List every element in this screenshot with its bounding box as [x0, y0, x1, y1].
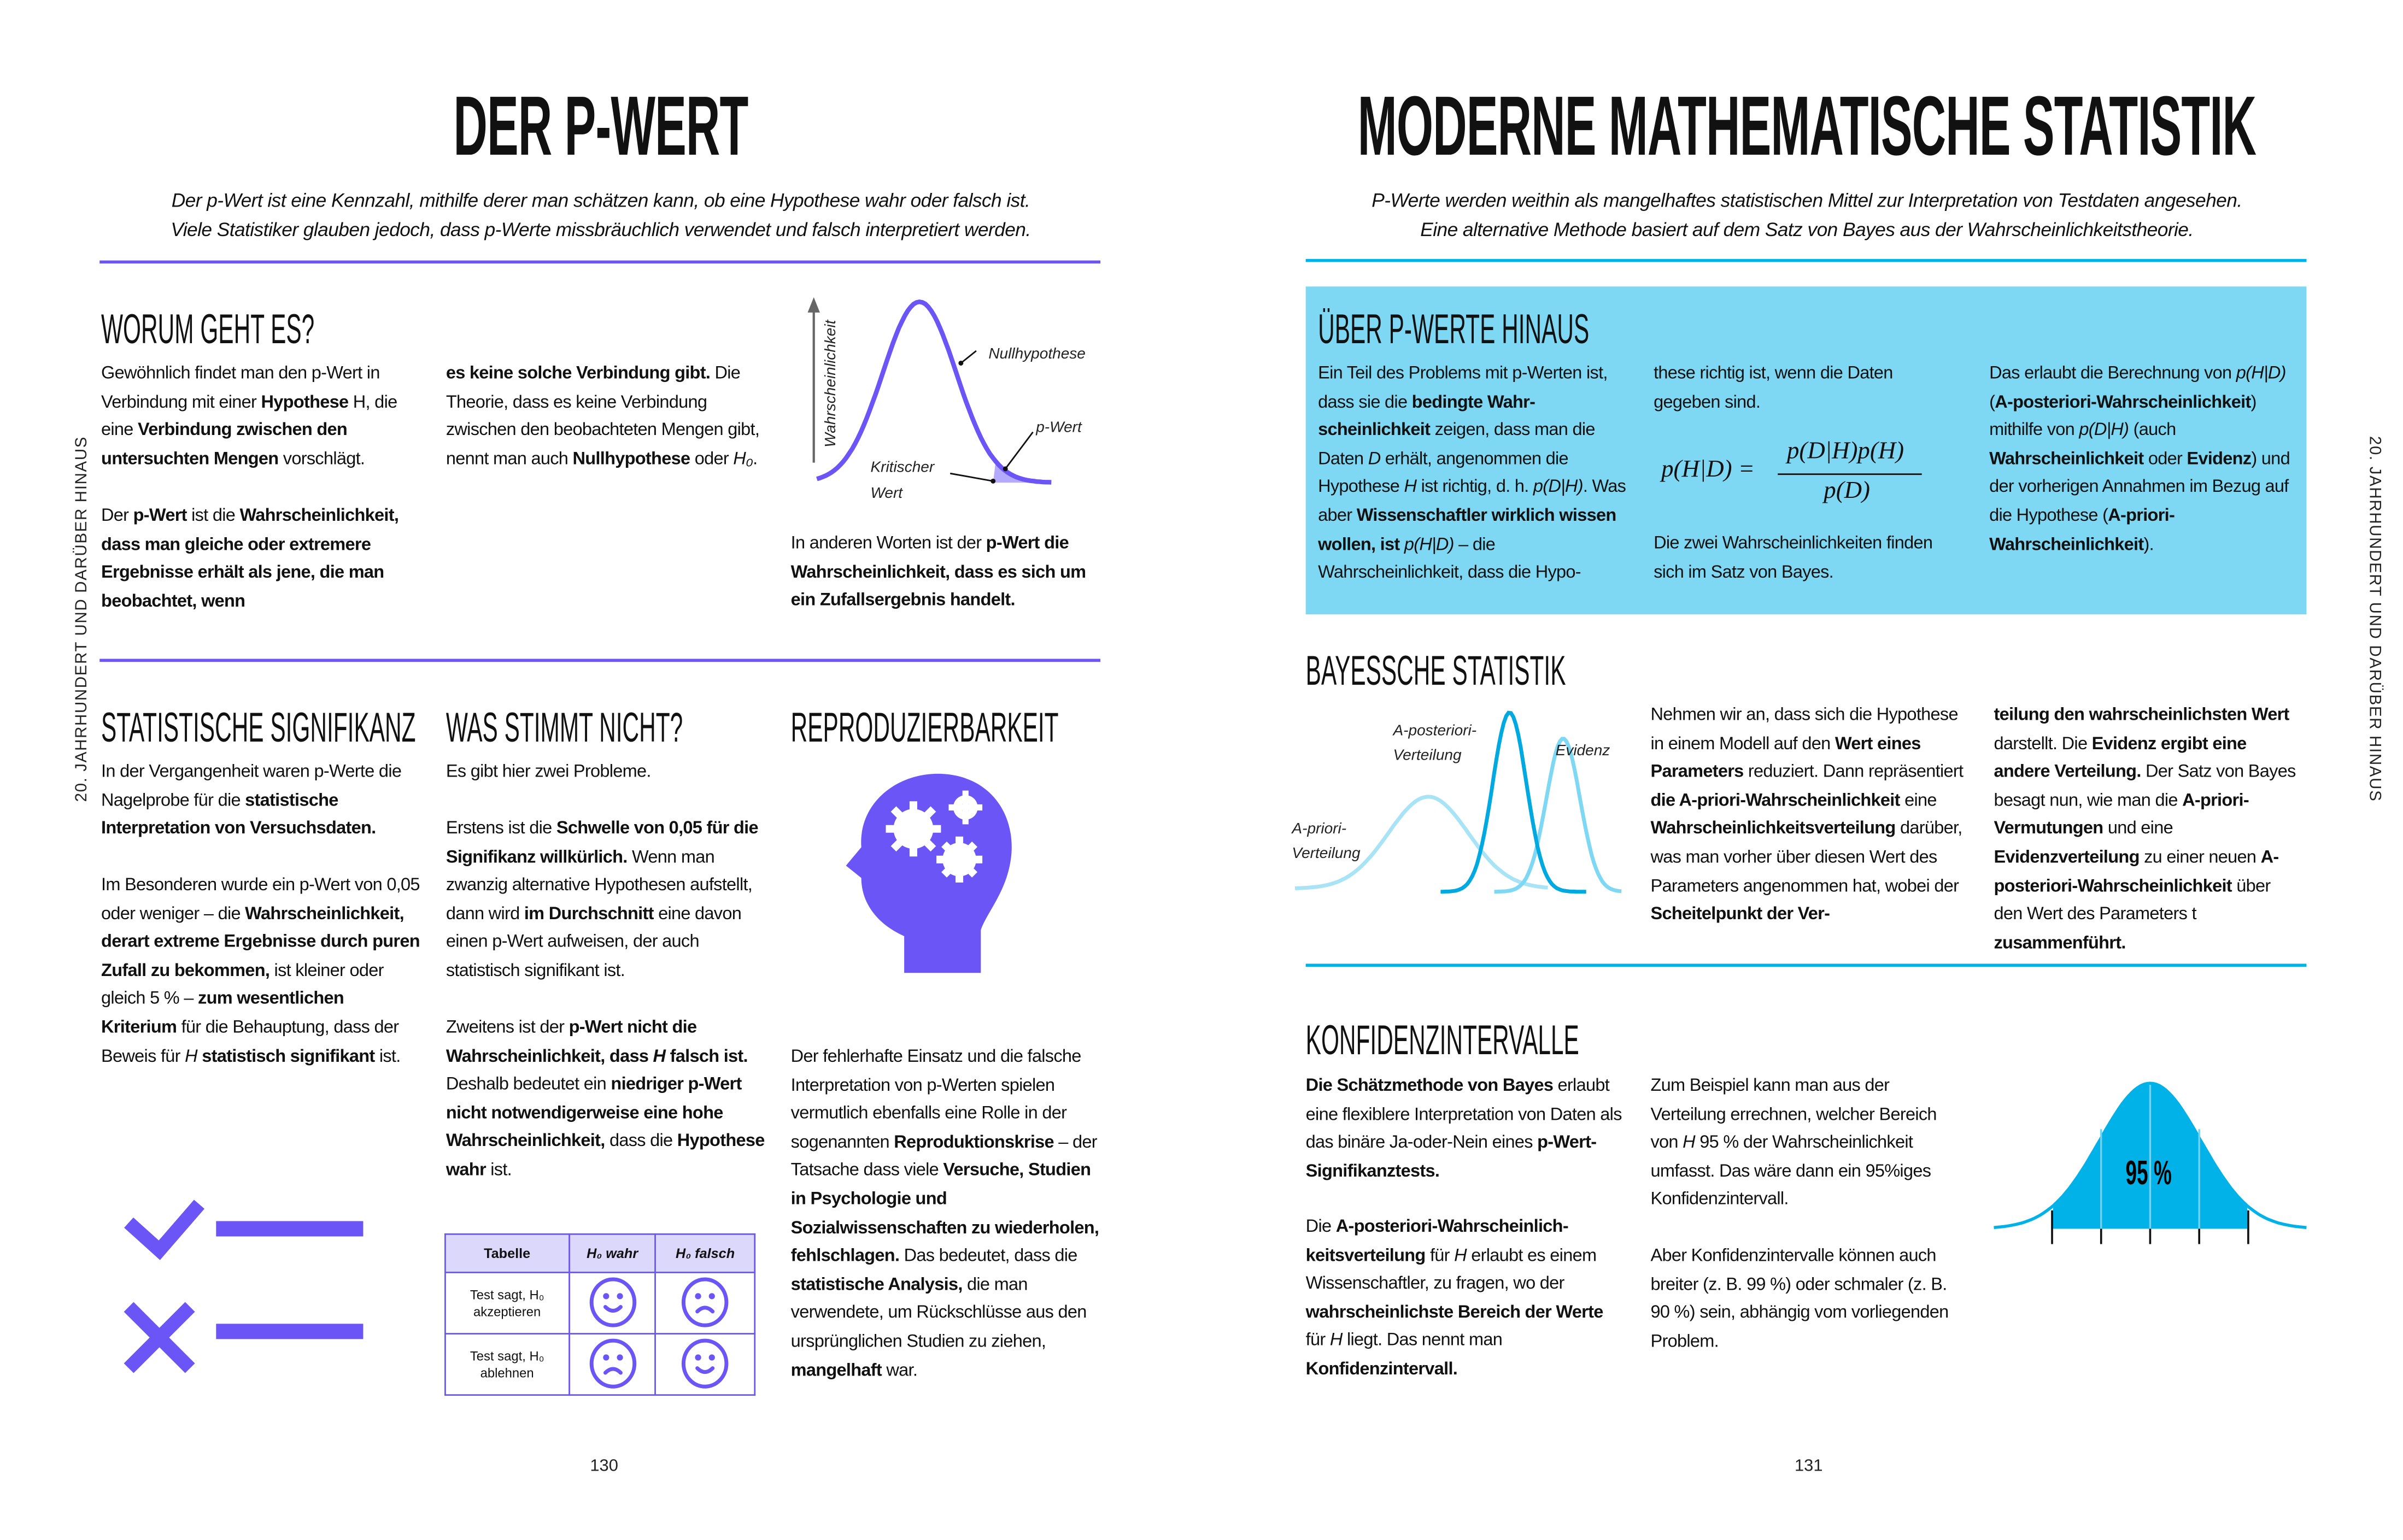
heading-signifikanz: STATISTISCHE SIGNIFIKANZ [101, 704, 416, 751]
text-segment: zu einer neuen [2139, 847, 2261, 867]
text-segment: ist kleiner oder gleich 5 % – [101, 960, 384, 1009]
text-segment: H [185, 1045, 197, 1066]
table-header-row [445, 1234, 754, 1272]
prior-label: Verteilung [1292, 844, 1361, 862]
text-segment: für [1305, 1330, 1330, 1351]
text-segment: p-Wert [133, 506, 187, 526]
subtitle-left-1: Der p-Wert ist eine Kennzahl, mithilfe derer man schätzen kann, ob eine Hypothese wahr oder falsch ist. [171, 190, 1030, 211]
text-segment: zusammenführt. [1994, 932, 2126, 953]
text-segment: – der Tatsache dass viele [790, 1132, 1097, 1180]
text-segment: (auch [2129, 420, 2176, 440]
null-hypothesis-label: Nullhypothese [988, 345, 1086, 362]
text-segment: H [1454, 1245, 1467, 1265]
text-segment: Wert eines Parameters [1650, 733, 1921, 782]
table-row [445, 1334, 754, 1395]
text-segment: H [653, 1045, 666, 1066]
happy-face-icon [569, 1272, 655, 1333]
table-header: H₀ wahr [569, 1234, 655, 1272]
hypothesis-test-table [444, 1233, 755, 1396]
row-label-line: akzeptieren [473, 1303, 541, 1319]
paragraph [1654, 530, 1960, 587]
text-segment: vorschlägt. [278, 448, 365, 469]
text-segment: statistische Analysis, [790, 1274, 963, 1295]
text-segment: reduziert. Dann repräsentiert [1743, 761, 1964, 782]
row-label-line: ablehnen [480, 1364, 534, 1380]
text-segment: für [1425, 1245, 1455, 1265]
text-segment: falsch ist. [665, 1045, 748, 1066]
interval-label: 95 % [2125, 1154, 2172, 1192]
arrow-head-icon [807, 297, 819, 313]
paragraph [101, 759, 420, 844]
text-segment: darüber, was man vorher über diesen Wert des Parameters angenommen hat, wobei der [1650, 819, 1962, 896]
text-segment: Hypothese wahr [446, 1131, 765, 1180]
heading-worum: WORUM GEHT ES? [101, 306, 315, 352]
text-segment: . [753, 448, 758, 469]
heading-ueber: ÜBER P-WERTE HINAUS [1318, 306, 1590, 352]
text-segment: In anderen Worten ist der [790, 533, 986, 554]
side-running-head-right: 20. JAHRHUNDERT UND DARÜBER HINAUS [2365, 436, 2384, 802]
text-segment: Deshalb bedeutet ein [446, 1074, 611, 1095]
formula-lhs: p(H|D) = [1661, 456, 1755, 483]
text-segment: Zweitens ist der [446, 1017, 569, 1038]
y-axis-label: Wahrscheinlichkeit [821, 320, 839, 448]
text-segment: teilung den wahrscheinlichsten Wert [1994, 704, 2289, 725]
paragraph [446, 360, 765, 474]
table-row [445, 1272, 754, 1333]
text-segment: darstellt. Die [1994, 733, 2092, 754]
text-segment: Gewöhnlich findet man den p-Wert in Verbindung mit einer [101, 363, 380, 412]
page-number-right: 131 [1795, 1457, 1823, 1476]
text-segment: eine davon einen p-Wert aufweisen, der auch statistisch signifikant ist. [446, 903, 742, 981]
text-segment: Das erlaubt die Berechnung von [1989, 363, 2236, 383]
paragraph [446, 759, 765, 787]
text-segment: ist. [485, 1160, 512, 1180]
text-segment [197, 1046, 202, 1066]
text-segment: erhält, angenommen die Hypothese [1318, 448, 1568, 497]
paragraph [1994, 702, 2300, 958]
text-segment: H [348, 391, 366, 412]
evidence-label: Evidenz [1555, 742, 1610, 759]
subtitle-left-2: Viele Statistiker glauben jedoch, dass p-Werte missbräuchlich verwendet und falsch interpretiert werden. [171, 219, 1031, 241]
happy-face-icon [655, 1334, 754, 1395]
text-segment: p-Wert die Wahrscheinlichkeit, dass es sich um ein Zufallsergebnis handelt. [790, 533, 1086, 610]
text-segment: H [1683, 1132, 1695, 1153]
text-segment: A-priori-Wahrscheinlichkeit [1989, 506, 2175, 554]
page-number-left: 130 [590, 1457, 618, 1476]
text-segment: , die eine [101, 391, 397, 440]
text-segment: oder [2143, 448, 2187, 469]
heading-reproduzierbarkeit: REPRODUZIERBARKEIT [790, 704, 1059, 751]
text-segment: Der fehlerhafte Einsatz und die falsche Interpretation von p-Werten spielen vermutlich ebenfalls eine Rolle in der sogenannten [790, 1046, 1081, 1152]
text-segment: und eine [2103, 819, 2173, 839]
row-label [445, 1272, 568, 1333]
text-segment: Der [101, 506, 133, 526]
text-segment: Die [1305, 1216, 1336, 1237]
page-title-left: DER P-WERT [453, 78, 748, 173]
text-segment: these richtig ist, wenn die Daten gegeben sind. [1654, 363, 1893, 412]
text-segment: Wahrscheinlichkeit [1989, 448, 2144, 469]
paragraph [101, 503, 420, 617]
text-segment: Evidenzverteilung [1994, 847, 2140, 867]
text-segment: war. [882, 1360, 918, 1380]
confidence-interval-chart [1989, 1073, 2311, 1249]
row-label [445, 1334, 568, 1395]
text-segment: Die Schätzmethode von Bayes [1305, 1075, 1554, 1096]
text-segment: statistisch signifikant [202, 1045, 375, 1066]
text-segment: Schwelle von 0,05 für die Signifikanz willkürlich. [446, 818, 758, 867]
text-segment: Die Theorie, dass es keine Verbindung zwischen den beobachteten Mengen gibt, nennt man auch [446, 363, 760, 469]
bayes-distributions-chart [1284, 697, 1629, 904]
paragraph [1654, 360, 1960, 417]
text-segment: p-Wert nicht die Wahrscheinlichkeit, dass [446, 1017, 697, 1066]
head-with-gears-icon [843, 771, 1015, 976]
text-segment: Das bedeutet, dass die [899, 1245, 1077, 1266]
paragraph [446, 815, 765, 986]
divider [1306, 963, 2307, 967]
text-segment: p(H|D) [1404, 534, 1454, 554]
text-segment: erlaubt es einem Wissenschaftler, zu fragen, wo der [1305, 1245, 1597, 1294]
text-segment: A-priori-Vermutungen [1994, 790, 2249, 839]
formula-denominator: p(D) [1824, 478, 1871, 504]
heading-konfidenz: KONFIDENZINTERVALLE [1305, 1017, 1579, 1063]
text-segment: Verbindung zwischen den untersuchten Mengen [101, 420, 348, 469]
page-title-right: MODERNE MATHEMATISCHE STATISTIK [1357, 78, 2257, 173]
text-segment: Im Besonderen wurde ein p-Wert von 0,05 oder weniger – die [101, 874, 420, 924]
subtitle-right-2: Eine alternative Methode basiert auf dem Satz von Bayes aus der Wahrscheinlichkeitstheorie. [1420, 219, 2194, 241]
table-header: Tabelle [445, 1234, 568, 1272]
row-label-line: Test sagt, H₀ [470, 1347, 544, 1363]
text-segment: ist. [374, 1045, 401, 1066]
text-segment: Evidenz [2187, 448, 2252, 469]
text-segment: p(D|H) [2079, 420, 2129, 440]
text-segment: ist richtig, d. h. [1416, 477, 1533, 497]
paragraph [446, 1014, 765, 1185]
text-segment: im Durchschnitt [524, 903, 654, 924]
paragraph [1318, 360, 1632, 588]
prior-label: A-priori- [1292, 820, 1347, 837]
paragraph [1650, 702, 1965, 930]
text-segment: liegt. Das nennt man [1342, 1330, 1503, 1351]
text-segment: Der Satz von Bayes besagt nun, wie man die [1994, 761, 2296, 810]
fraction-bar [1778, 473, 1922, 475]
text-segment: ) und der vorherigen Annahmen im Bezug auf die Hypothese ( [1989, 448, 2290, 526]
text-segment: In der Vergangenheit waren p-Werte die Nagelprobe für die [101, 761, 402, 810]
text-segment: dass die [605, 1131, 677, 1151]
text-segment: Wissenschaftler wirklich wissen wollen, ist [1318, 506, 1616, 554]
line-bar [216, 1221, 363, 1236]
text-segment: mangelhaft [790, 1360, 882, 1380]
paragraph [1650, 1243, 1965, 1357]
text-segment: statistische Interpretation von Versuchsdaten. [101, 790, 376, 839]
text-segment: für die Behauptung, dass der Beweis für [101, 1017, 399, 1066]
text-segment: Wahrscheinlichkeit, dass man gleiche oder extremere Ergebnisse erhält als jene, die man beobachtet, wenn [101, 506, 399, 612]
paragraph [791, 1043, 1110, 1385]
text-segment: Wahrscheinlichkeit, derart extreme Ergebnisse durch puren Zufall zu bekommen, [101, 903, 420, 980]
text-segment: . Was aber [1318, 477, 1626, 526]
bayes-formula [1661, 435, 1937, 512]
cross-icon [129, 1307, 190, 1368]
text-segment: wahrscheinlichste Bereich der Werte [1305, 1302, 1603, 1322]
text-segment: Wahrscheinlichkeitsverteilung [1650, 819, 1896, 839]
text-segment: die A-priori-Wahrscheinlichkeit [1650, 790, 1900, 810]
paragraph [791, 530, 1110, 615]
text-segment: p(D|H) [1533, 477, 1583, 497]
sad-face-icon [569, 1334, 655, 1395]
posterior-label: Verteilung [1393, 746, 1462, 763]
text-segment: Reproduktionskrise [894, 1132, 1054, 1152]
text-segment: H [1329, 1330, 1343, 1351]
critical-value-label: Wert [870, 484, 903, 502]
text-segment: über den Wert des Parameters t [1994, 875, 2271, 925]
text-segment: eine [1900, 790, 1937, 810]
heading-bayes: BAYESSCHE STATISTIK [1305, 648, 1566, 695]
text-segment: bedingte Wahrscheinlichkeit [1318, 391, 1535, 440]
text-segment: oder [690, 448, 734, 469]
text-segment: ( [1989, 391, 1995, 412]
paragraph [1306, 1213, 1625, 1384]
posterior-label: A-posteriori- [1393, 721, 1477, 739]
text-segment: ). [2143, 534, 2154, 554]
text-segment: A-posteriori-Wahrscheinlichkeitsverteilung [1305, 1216, 1569, 1265]
text-segment: H [1404, 477, 1417, 497]
text-segment: H₀ [733, 448, 753, 469]
text-segment: Konfidenzintervall. [1305, 1359, 1458, 1379]
text-segment: Nehmen wir an, dass sich die Hypothese in einem Modell auf den [1650, 704, 1958, 754]
paragraph [1650, 1073, 1965, 1215]
text-segment: D [1368, 448, 1381, 469]
text-segment: p-Wert-Signifikanztests. [1305, 1132, 1597, 1181]
text-segment: A-posteriori-Wahrscheinlichkeit [1994, 847, 2279, 896]
text-segment: zeigen, dass man die Daten [1318, 420, 1595, 469]
critical-value-label: Kritischer [870, 458, 935, 475]
text-segment: Evidenz ergibt eine andere Verteilung. [1994, 733, 2247, 782]
divider [1306, 259, 2307, 262]
text-segment: A-posteriori-Wahrscheinlichkeit [1995, 391, 2251, 412]
table-header: H₀ falsch [655, 1234, 754, 1272]
text-segment: Versuche, Studien in Psychologie und Sozialwissenschaften zu wiederholen, fehlschlagen. [790, 1160, 1099, 1266]
text-segment: Zum Beispiel kann man aus der Verteilung errechnen, welcher Bereich von [1650, 1075, 1937, 1153]
heading-stimmt-nicht: WAS STIMMT NICHT? [446, 704, 683, 751]
text-segment: Aber Konfidenzintervalle können auch breiter (z. B. 99 %) oder schmaler (z. B. 90 %) sein, abhängig vom vorliegenden Problem. [1650, 1245, 1949, 1351]
paragraph [101, 872, 420, 1071]
text-segment: Die zwei Wahrscheinlichkeiten finden sich im Satz von Bayes. [1654, 533, 1933, 582]
text-segment: p(H|D) [2236, 363, 2286, 383]
divider [99, 659, 1100, 662]
side-running-head-left: 20. JAHRHUNDERT UND DARÜBER HINAUS [72, 436, 91, 802]
text-segment: ist die [186, 506, 240, 526]
paragraph [1989, 360, 2296, 560]
divider [99, 261, 1100, 264]
text-segment: Hypothese [261, 391, 349, 412]
text-segment: erlaubt eine flexiblere Interpretation von Daten als das binäre Ja-oder-Nein eines [1305, 1075, 1622, 1153]
paragraph [1306, 1073, 1625, 1187]
text-segment: Nullhypothese [572, 448, 690, 469]
text-segment: Es gibt hier zwei Probleme. [446, 761, 651, 781]
row-label-line: Test sagt, H₀ [470, 1286, 544, 1302]
text-segment: es keine solche Verbindung gibt. [446, 363, 711, 383]
check-cross-illustration [120, 1192, 368, 1376]
text-segment: ) mithilfe von [1989, 391, 2257, 440]
text-segment: Erstens ist die [446, 818, 556, 838]
text-segment: Ein Teil des Problems mit p-Werten ist, dass sie die [1318, 363, 1608, 412]
formula-numerator: p(D|H)p(H) [1786, 438, 1904, 465]
text-segment: – die Wahrscheinlichkeit, dass die Hypo- [1318, 534, 1581, 583]
line-bar [216, 1324, 363, 1339]
p-value-diagram [766, 284, 1088, 514]
sad-face-icon [655, 1272, 754, 1333]
text-segment: die man verwendete, um Rückschlüsse aus den ursprünglichen Studien zu ziehen, [790, 1274, 1087, 1351]
text-segment: Wenn man zwanzig alternative Hypothesen aufstellt, dann wird [446, 847, 753, 924]
text-segment: zum wesentlichen Kriterium [101, 989, 344, 1037]
paragraph [101, 360, 420, 474]
evidence-distribution-curve [1494, 739, 1622, 892]
checkmark-icon [129, 1204, 200, 1250]
subtitle-right-1: P-Werte werden weithin als mangelhaftes statistischen Mittel zur Interpretation von Testdaten angesehen. [1372, 190, 2242, 211]
text-segment: Scheitelpunkt der Ver- [1650, 904, 1830, 925]
text-segment: niedriger p-Wert nicht notwendigerweise eine hohe Wahrscheinlichkeit, [446, 1074, 742, 1151]
p-value-label: p-Wert [1036, 418, 1082, 436]
text-segment: 95 % der Wahrscheinlichkeit umfasst. Das wäre dann ein 95%iges Konfidenzintervall. [1650, 1132, 1931, 1210]
prior-distribution-curve [1295, 797, 1548, 889]
